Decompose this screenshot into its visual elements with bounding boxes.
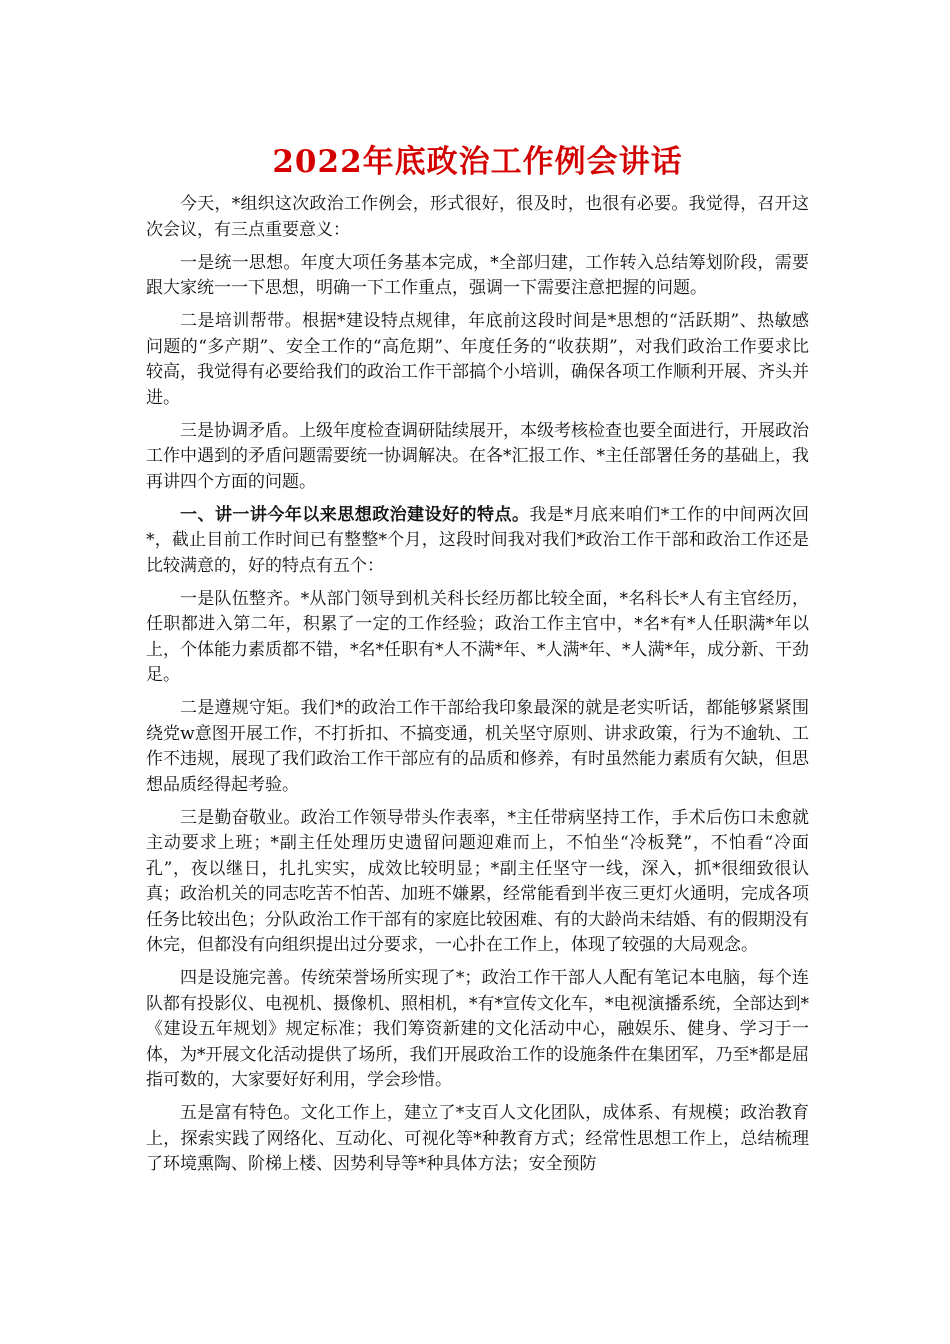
paragraph-coordination: 三是协调矛盾。上级年度检查调研陆续展开，本级考核检查也要全面进行，开展政治工作中遇到的矛盾问题需要统一协调解决。在各*汇报工作、*主任部署任务的基础上，我再讲四个方面的问题。	[146, 420, 809, 492]
document-page	[146, 0, 809, 1185]
paragraph-team: 一是队伍整齐。*从部门领导到机关科长经历都比较全面，*名科长*人有主官经历，任职都进入第二年，积累了一定的工作经验；政治工作主官中，*名*有*人任职满*年以上，个体能力素质都不错，*名*任职有*人不满*年、*人满*年、*人满*年，成分新、干劲足。	[146, 588, 809, 685]
paragraph-dedication: 三是勤奋敬业。政治工作领导带头作表率，*主任带病坚持工作，手术后伤口未愈就主动要求上班；*副主任处理历史遗留问题迎难而上，不怕坐“冷板凳”，不怕看“冷面孔”，夜以继日，扎扎实实，成效比较明显；*副主任坚守一线，深入，抓*很细致很认真；政治机关的同志吃苦不怕苦、加班不嫌累，经常能看到半夜三更灯火通明，完成各项任务比较出色；分队政治工作干部有的家庭比较困难、有的大龄尚未结婚、有的假期没有休完，但都没有向组织提出过分要求，一心扑在工作上，体现了较强的大局观念。	[146, 807, 809, 955]
document-body	[146, 192, 809, 1178]
paragraph-facilities: 四是设施完善。传统荣誉场所实现了*；政治工作干部人人配有笔记本电脑，每个连队都有投影仪、电视机、摄像机、照相机，*有*宣传文化车，*电视演播系统，全部达到*《建设五年规划》规定标准；我们筹资新建的文化活动中心，融娱乐、健身、学习于一体，为*开展文化活动提供了场所，我们开展政治工作的设施条件在集团军，乃至*都是屈指可数的，大家要好好利用，学会珍惜。	[146, 968, 809, 1090]
paragraph-unify-thinking: 一是统一思想。年度大项任务基本完成，*全部归建，工作转入总结筹划阶段，需要跟大家统一一下思想，明确一下工作重点，强调一下需要注意把握的问题。	[146, 252, 809, 298]
section-one-text: 我是*月底来咱们*工作的中间两次回*，截止目前工作时间已有整整*个月，这段时间我对我们*政治工作干部和政治工作还是比较满意的，好的特点有五个：	[146, 504, 810, 576]
paragraph-training: 二是培训帮带。根据*建设特点规律，年底前这段时间是*思想的“活跃期”、热敏感问题的“多产期”、安全工作的“高危期”、年度任务的“收获期”，对我们政治工作要求比较高，我觉得有必要给我们的政治工作干部搞个小培训，确保各项工作顺利开展、齐头并进。	[146, 311, 809, 408]
paragraph-features: 五是富有特色。文化工作上，建立了*支百人文化团队，成体系、有规模；政治教育上，探索实践了网络化、互动化、可视化等*种教育方式；经常性思想工作上，总结梳理了环境熏陶、阶梯上楼、因势利导等*种具体方法；安全预防	[146, 1103, 809, 1174]
paragraph-section-one	[146, 503, 809, 580]
paragraph-intro: 今天，*组织这次政治工作例会，形式很好，很及时，也很有必要。我觉得，召开这次会议，有三点重要意义：	[146, 194, 809, 240]
section-heading-one: 一、讲一讲今年以来思想政治建设好的特点。	[180, 504, 530, 525]
document-title: 2022年底政治工作例会讲话	[272, 144, 683, 180]
paragraph-discipline: 二是遵规守矩。我们*的政治工作干部给我印象最深的就是老实听话，都能够紧紧围绕党w意图开展工作，不打折扣、不搞变通，机关坚守原则、讲求政策，行为不逾轨、工作不违规，展现了我们政治工作干部应有的品质和修养，有时虽然能力素质有欠缺，但思想品质经得起考验。	[146, 698, 809, 795]
